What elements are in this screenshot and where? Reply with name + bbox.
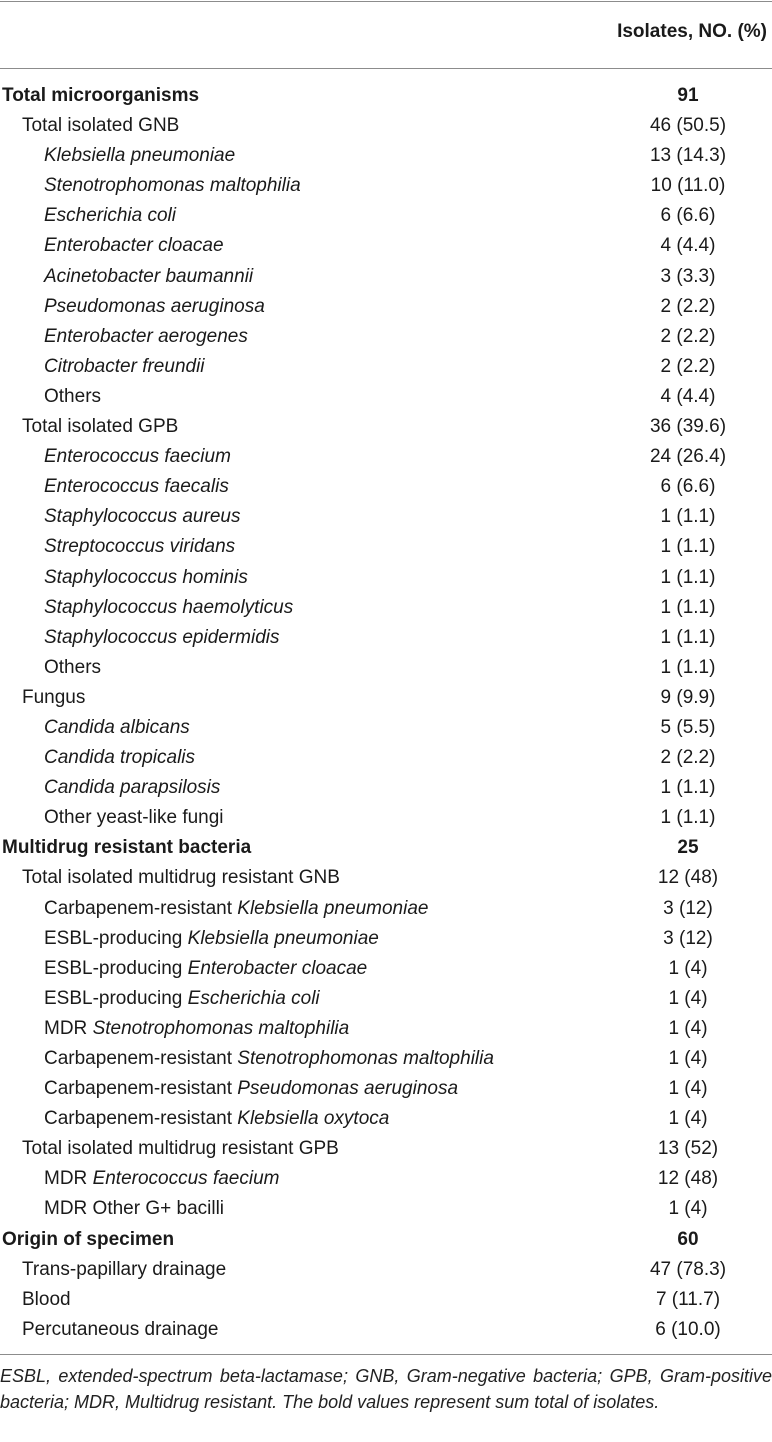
row-value: 1 (1.1) [660,626,716,648]
organism-name: Acinetobacter baumannii [44,265,254,287]
row-value: 1 (1.1) [660,656,716,678]
row-value: 2 (2.2) [660,747,716,769]
organism-name: Stenotrophomonas maltophilia [237,1048,494,1069]
label-text: Total isolated multidrug resistant GPB [22,1138,339,1160]
organism-name: Enterococcus faecium [92,1168,280,1190]
row-label [44,593,293,623]
row-value: 24 (26.4) [649,446,727,468]
table-row [0,532,772,562]
organism-name: Enterobacter cloacae [187,957,368,979]
organism-name: Klebsiella pneumoniae [237,897,429,919]
row-value: 2 (2.2) [660,355,716,377]
table-row [0,924,772,954]
label-text: ESBL-producing [44,957,188,979]
table-row [0,111,772,141]
table-row [0,593,772,623]
table-row [0,623,772,653]
row-label [44,924,379,954]
table-header [0,2,772,68]
table-row [0,1104,772,1134]
table-row [0,412,772,442]
row-value: 1 (1.1) [660,536,716,558]
row-value: 13 (52) [657,1138,719,1160]
row-value: 91 [677,85,699,106]
label-text: ESBL-producing [44,987,188,1009]
row-value: 1 (4) [668,1108,708,1130]
label-text: Carbapenem-resistant [44,1108,238,1130]
table-row [0,833,772,863]
row-value: 5 (5.5) [660,716,716,738]
organism-name: Escherichia coli [187,987,320,1009]
label-text: Total isolated GPB [22,416,179,438]
organism-name: Enterococcus faecium [44,446,231,468]
row-label [44,1194,224,1224]
label-text: Carbapenem-resistant [44,897,238,919]
row-value: 10 (11.0) [650,175,726,197]
table-row [0,231,772,261]
row-value: 3 (3.3) [660,265,716,287]
table-row [0,262,772,292]
label-text: Origin of specimen [2,1228,175,1250]
row-label [44,201,176,231]
table-row [0,863,772,893]
row-label [44,954,367,984]
row-label [44,623,280,653]
table-row [0,984,772,1014]
organism-name: Streptococcus viridans [44,536,236,558]
row-label [44,653,101,683]
row-value: 1 (4) [668,1078,708,1100]
table-row [0,1315,772,1345]
row-value: 1 (4) [668,1017,708,1039]
table-row [0,382,772,412]
table-row [0,683,772,713]
organism-name: Enterococcus faecalis [44,476,229,498]
row-value: 4 (4.4) [660,385,716,407]
row-label [44,262,253,292]
row-label [44,532,235,562]
row-label [44,563,248,593]
organism-name: Pseudomonas aeruginosa [44,295,265,317]
label-text: Other yeast-like fungi [44,807,224,829]
row-label [22,111,179,141]
row-value: 12 (48) [657,1168,719,1190]
organism-name: Enterobacter aerogenes [44,325,248,347]
row-value: 60 [677,1228,699,1250]
organism-name: Pseudomonas aeruginosa [237,1078,459,1100]
table-row [0,442,772,472]
table-row [0,743,772,773]
organism-name: Citrobacter freundii [44,355,205,377]
label-text: MDR [44,1017,93,1039]
row-value: 1 (1.1) [660,596,716,618]
row-label [44,141,235,171]
row-value: 36 (39.6) [649,416,727,438]
row-label [44,442,231,472]
row-label [44,713,190,743]
table-row [0,1074,772,1104]
row-label [44,803,224,833]
organism-name: Escherichia coli [44,205,176,227]
label-text: Total microorganisms [2,85,200,106]
table-row [0,954,772,984]
column-header-isolates: Isolates, NO. (%) [617,21,767,42]
organism-name: Stenotrophomonas maltophilia [92,1017,350,1039]
organism-name: Candida albicans [44,716,190,738]
table-row [0,1134,772,1164]
row-value: 46 (50.5) [649,115,727,137]
table-row [0,713,772,743]
table-row [0,81,772,111]
table-row [0,1255,772,1285]
table-body [0,69,772,1345]
table-row [0,803,772,833]
organism-name: Klebsiella pneumoniae [187,927,379,949]
label-text: Multidrug resistant bacteria [2,837,252,859]
row-label [22,1255,226,1285]
organism-name: Candida tropicalis [44,747,196,769]
row-value: 25 [677,837,699,859]
label-text: ESBL-producing [44,927,188,949]
label-text: Blood [22,1288,71,1310]
row-value: 1 (1.1) [660,807,716,829]
label-text: Percutaneous drainage [22,1318,219,1340]
organism-name: Enterobacter cloacae [44,235,224,257]
organism-name: Stenotrophomonas maltophilia [44,175,301,197]
row-label [44,472,229,502]
table-footnote: ESBL, extended-spectrum beta-lactamase; GNB, Gram-negative bacteria; GPB, Gram-positive bacteria; MDR, Multidrug resistant. The bold values represent sum total of isolates. [0,1366,772,1412]
row-label [44,743,195,773]
row-value: 6 (6.6) [660,476,716,498]
label-text: Others [44,385,102,407]
row-label [44,1164,279,1194]
label-text: MDR [44,1168,93,1190]
row-value: 1 (1.1) [660,566,716,588]
table-row [0,894,772,924]
row-value: 3 (12) [663,927,713,949]
table-row [0,1044,772,1074]
row-value: 9 (9.9) [660,686,716,708]
row-value: 1 (1.1) [660,777,716,799]
row-label [22,412,178,442]
row-value: 47 (78.3) [649,1258,727,1280]
row-label [44,352,205,382]
row-label [44,1014,349,1044]
row-value: 2 (2.2) [660,295,716,317]
row-label [44,231,224,261]
table-row [0,563,772,593]
row-value: 1 (4) [668,987,708,1009]
row-value: 4 (4.4) [660,235,716,257]
row-value: 6 (10.0) [655,1318,721,1340]
label-text: Carbapenem-resistant [44,1078,238,1100]
table-row [0,773,772,803]
organism-name: Klebsiella oxytoca [237,1108,390,1130]
label-text: Others [44,656,102,678]
row-label [22,1134,339,1164]
row-value: 1 (4) [668,1048,708,1069]
row-label [22,863,340,893]
row-label [44,292,265,322]
table-row [0,502,772,532]
row-label [22,1315,218,1345]
organism-name: Klebsiella pneumoniae [44,145,236,167]
row-value: 1 (4) [668,1198,708,1220]
row-label [2,81,199,111]
row-value: 3 (12) [663,897,713,919]
row-label [22,1285,71,1315]
row-label [44,1074,458,1104]
table-row [0,1285,772,1315]
organism-name: Staphylococcus haemolyticus [44,596,294,618]
table-row [0,352,772,382]
organism-name: Staphylococcus aureus [44,506,241,528]
row-value: 1 (1.1) [660,506,716,528]
label-text: Trans-papillary drainage [22,1258,227,1280]
row-label [44,894,428,924]
row-label [2,1225,174,1255]
organism-name: Staphylococcus epidermidis [44,626,280,648]
row-value: 7 (11.7) [655,1288,721,1310]
row-label [22,683,85,713]
table-row [0,653,772,683]
table-row [0,1194,772,1224]
organism-name: Candida parapsilosis [44,777,221,799]
row-value: 6 (6.6) [660,205,716,227]
table-row [0,141,772,171]
table-row [0,1225,772,1255]
label-text: Total isolated multidrug resistant GNB [22,867,340,889]
row-label [44,322,248,352]
table-row [0,1014,772,1044]
label-text: Fungus [22,686,86,708]
label-text: Carbapenem-resistant [44,1048,238,1069]
row-label [44,773,220,803]
table-row [0,322,772,352]
row-value: 13 (14.3) [649,145,727,167]
table-row [0,292,772,322]
table-row [0,1164,772,1194]
row-value: 2 (2.2) [660,325,716,347]
table-row [0,171,772,201]
table-row [0,472,772,502]
table-row [0,201,772,231]
row-value: 12 (48) [657,867,719,889]
row-label [44,502,240,532]
row-label [44,1044,494,1074]
row-label [44,382,101,412]
row-label [44,1104,389,1134]
table-bottom-rule [0,1354,772,1355]
row-value: 1 (4) [668,957,708,979]
row-label [2,833,251,863]
label-text: Total isolated GNB [22,115,180,137]
organism-name: Staphylococcus hominis [44,566,248,588]
label-text: MDR Other G+ bacilli [44,1198,225,1220]
row-label [44,984,320,1014]
row-label [44,171,301,201]
